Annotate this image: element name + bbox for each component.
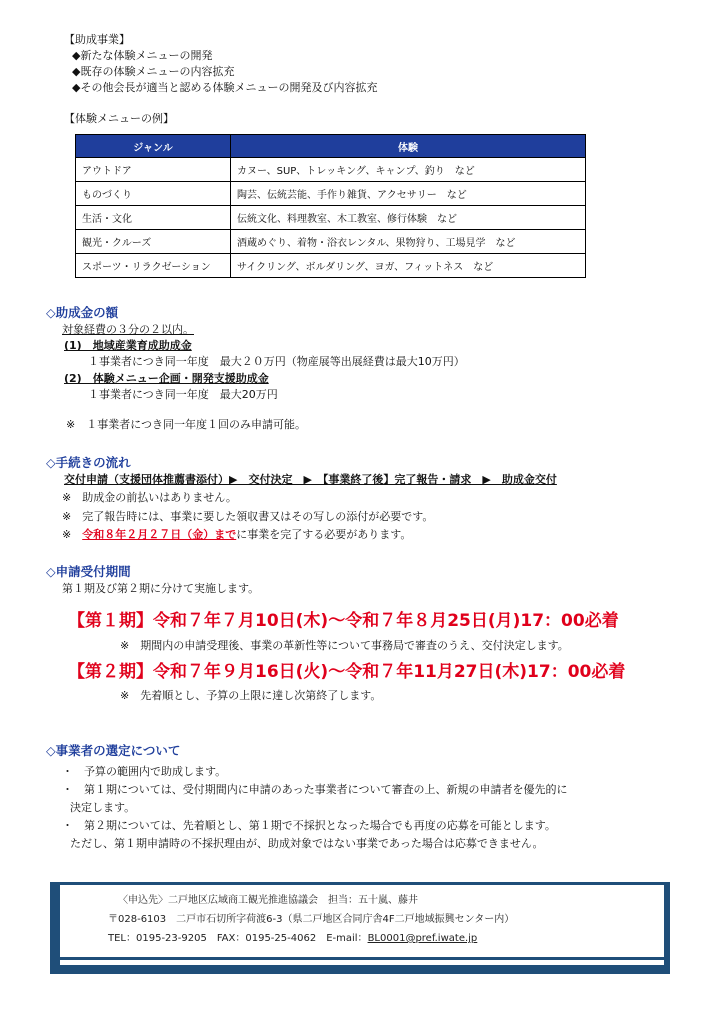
genre-cell: 生活・文化 bbox=[76, 206, 231, 230]
table-row bbox=[76, 254, 586, 278]
grant-item2-text: １事業者につき同一年度 最大20万円 bbox=[88, 388, 278, 401]
period2-dates: 【第２期】令和７年９月16日(火)～令和７年11月27日(木)17：00必着 bbox=[68, 662, 626, 682]
experience-cell: 陶芸、伝統芸能、手作り雑貨、アクセサリー など bbox=[231, 182, 586, 206]
note-prefix: ※ bbox=[62, 528, 83, 541]
tel-fax-label: TEL：0195-23-9205 FAX：0195-25-4062 E-mail： bbox=[108, 933, 368, 944]
selection-item: ただし、第１期申請時の不採択理由が、助成対象ではない事業であった場合は応募できません。 bbox=[70, 837, 544, 850]
column-header-experience: 体験 bbox=[231, 135, 586, 158]
experience-cell: 酒蔵めぐり、着物・浴衣レンタル、果物狩り、工場見学 など bbox=[231, 230, 586, 254]
footer-stripe bbox=[60, 960, 664, 965]
grant-projects-title: 【助成事業】 bbox=[64, 33, 130, 46]
footer-address-line: 〒028-6103 二戸市石切所字荷渡6-3（県二戸地区合同庁舎4F二戸地域振興センター内） bbox=[108, 914, 515, 925]
genre-cell: ものづくり bbox=[76, 182, 231, 206]
column-header-genre: ジャンル bbox=[76, 135, 231, 158]
experience-cell: サイクリング、ボルダリング、ヨガ、フィットネス など bbox=[231, 254, 586, 278]
selection-item: 決定します。 bbox=[70, 801, 136, 814]
genre-cell: スポーツ・リラクゼーション bbox=[76, 254, 231, 278]
deadline-date: 令和８年２月２７日（金）まで bbox=[82, 528, 237, 541]
grant-item1-title: (1) 地域産業育成助成金 bbox=[64, 339, 192, 352]
table-row bbox=[76, 206, 586, 230]
grant-project-item: ◆新たな体験メニューの開発 bbox=[72, 49, 213, 62]
grant-project-item: ◆既存の体験メニューの内容拡充 bbox=[72, 65, 235, 78]
procedure-heading: ◇手続きの流れ bbox=[46, 455, 131, 470]
grant-item1-text: １事業者につき同一年度 最大２０万円（物産展等出展経費は最大10万円） bbox=[88, 355, 465, 368]
menu-examples-table bbox=[75, 134, 586, 278]
experience-cell: カヌー、SUP、トレッキング、キャンプ、釣り など bbox=[231, 158, 586, 182]
grant-item2-title: (2) 体験メニュー企画・開発支援助成金 bbox=[64, 372, 269, 385]
procedure-deadline-note bbox=[62, 527, 411, 543]
application-period-intro: 第１期及び第２期に分けて実施します。 bbox=[62, 582, 260, 595]
selection-item: ・ 第２期については、先着順とし、第１期で不採択となった場合でも再度の応募を可能とします。 bbox=[62, 819, 556, 832]
grant-amount-note: ※ １事業者につき同一年度１回のみ申請可能。 bbox=[66, 418, 306, 431]
period1-dates: 【第１期】令和７年７月10日(木)～令和７年８月25日(月)17：00必着 bbox=[68, 611, 619, 631]
footer-tel-line bbox=[108, 930, 477, 947]
table-row bbox=[76, 230, 586, 254]
grant-amount-intro: 対象経費の３分の２以内。 bbox=[62, 323, 194, 336]
footer-contact-line: 〈申込先〉二戸地区広域商工観光推進協議会 担当：五十嵐、藤井 bbox=[118, 895, 418, 906]
genre-cell: 観光・クルーズ bbox=[76, 230, 231, 254]
selection-item: ・ 第１期については、受付期間内に申請のあった事業者について審査の上、新規の申請者を優先的に bbox=[62, 783, 568, 796]
period1-note: ※ 期間内の申請受理後、事業の革新性等について事務局で審査のうえ、交付決定します。 bbox=[120, 639, 569, 652]
grant-project-item: ◆その他会長が適当と認める体験メニューの開発及び内容拡充 bbox=[72, 81, 378, 94]
note-suffix: に事業を完了する必要があります。 bbox=[236, 528, 412, 541]
grant-amount-heading: ◇助成金の額 bbox=[46, 305, 119, 320]
period2-note: ※ 先着順とし、予算の上限に達し次第終了します。 bbox=[120, 689, 382, 702]
table-row bbox=[76, 182, 586, 206]
experience-cell: 伝統文化、料理教室、木工教室、修行体験 など bbox=[231, 206, 586, 230]
procedure-flow: 交付申請（支援団体推薦書添付）▶ 交付決定 ▶ 【事業終了後】完了報告・請求 ▶ 助成金交付 bbox=[64, 473, 557, 486]
procedure-note: ※ 完了報告時には、事業に要した領収書又はその写しの添付が必要です。 bbox=[62, 510, 434, 523]
selection-item: ・ 予算の範囲内で助成します。 bbox=[62, 765, 227, 778]
menu-examples-title: 【体験メニューの例】 bbox=[64, 112, 174, 125]
genre-cell: アウトドア bbox=[76, 158, 231, 182]
procedure-note: ※ 助成金の前払いはありません。 bbox=[62, 491, 237, 504]
table-row bbox=[76, 158, 586, 182]
email-link[interactable]: BL0001@pref.iwate.jp bbox=[367, 933, 478, 944]
selection-heading: ◇事業者の選定について bbox=[46, 743, 181, 758]
table-header-row bbox=[76, 135, 586, 158]
application-period-heading: ◇申請受付期間 bbox=[46, 564, 131, 579]
